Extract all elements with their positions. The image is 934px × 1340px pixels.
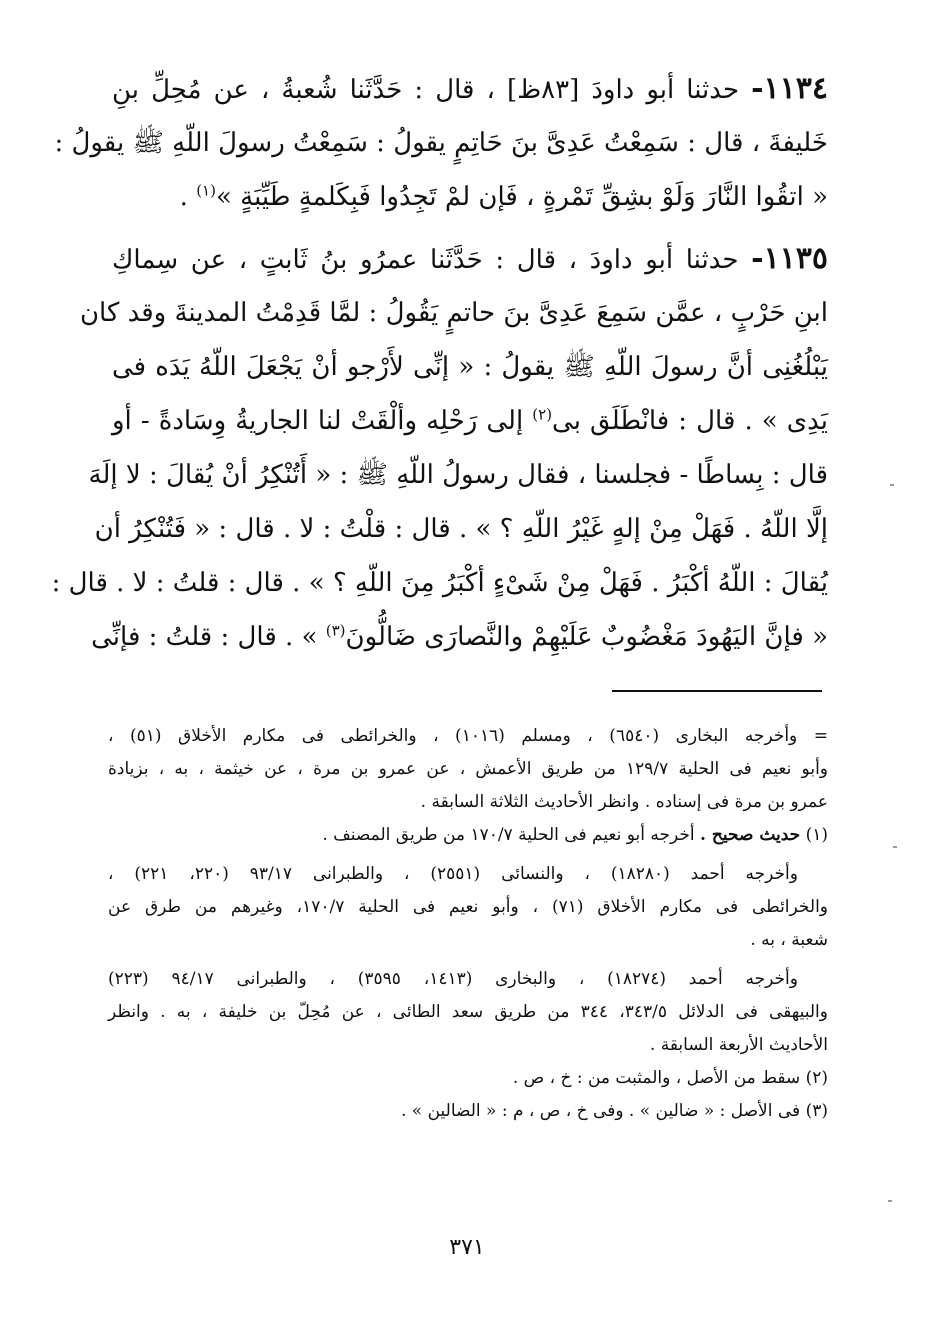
scan-speck	[888, 1200, 892, 1202]
footnote-line: عمرو بن مرة فى إسناده . وانظر الأحاديث الثلاثة السابقة .	[420, 792, 828, 812]
footnote-2: (٢) سقط من الأصل ، والمثبت من : خ ، ص .	[512, 1068, 828, 1088]
footnote-line: والبيهقى فى الدلائل ٣٤٣/٥، ٣٤٤ من طريق سعد الطائى ، عن مُحِلّ بن خليفة ، به . وانظر	[108, 1002, 828, 1022]
hadith-1135-line-1	[112, 232, 828, 286]
hadith-1135-line-8	[91, 610, 828, 664]
footnote-3: (٣) فى الأصل : « ضالين » . وفى خ ، ص ، م : « الضالين » .	[400, 1101, 828, 1121]
hadith-1134-line-1	[112, 62, 828, 116]
footnote-number: (١)	[805, 825, 828, 845]
text-line: يُقالَ : اللّهُ أكْبَرُ . فَهَلْ مِنْ شَىْءٍ أكْبَرُ مِنَ اللّهِ ؟ » . قال : قلتُ : لا . قال :	[51, 568, 828, 598]
hadith-1134-line-2	[54, 116, 828, 170]
footnote-line: الأحاديث الأربعة السابقة .	[649, 1035, 828, 1055]
text-line: « اتقُوا النَّارَ وَلَوْ بشِقِّ تَمْرةٍ ، فَإن لمْ تَجِدُوا فَبِكَلمةٍ طَيِّبَةٍ »	[215, 182, 828, 212]
footnote-line: شعبة ، به .	[750, 930, 828, 950]
text-line: ابنِ حَرْبٍ ، عمَّن سَمِعَ عَدِىَّ بنَ حاتمٍ يَقُولُ : لمَّا قَدِمْتُ المدينةَ وقد كان	[79, 298, 828, 328]
text-line: « فإنَّ اليَهُودَ مَغْضُوبٌ عَلَيْهِمْ والنَّصارَى ضَالُّونَ	[345, 622, 828, 652]
hadith-1135-line-2	[79, 286, 828, 340]
text-line: يَدِى » . قال : فانْطَلَق بى	[552, 406, 829, 436]
footnote-line: والخرائطى فى مكارم الأخلاق (٧١) ، وأبو نعيم فى الحلية ١٧٠/٧، وغيرهم من طرق عن	[108, 897, 828, 917]
footnotes	[108, 720, 828, 1128]
footnote-line: وأبو نعيم فى الحلية ١٢٩/٧ من طريق الأعمش ، عن عمرو بن مرة ، عن خيثمة ، به ، بزيادة	[108, 759, 829, 779]
hadith-1134-line-3	[112, 170, 828, 224]
footnote-ref: (٢)	[532, 405, 553, 424]
text-line: إلى رَحْلِه وألْقَتْ لنا الجاريةُ وِسَادةً - أو	[112, 406, 524, 436]
footnote-line: وأخرجه أحمد (١٨٢٨٠) ، والنسائى (٢٥٥١) ، والطبرانى ٩٣/١٧ (٢٢٠، ٢٢١) ،	[108, 864, 798, 884]
footnote-ref: (٣)	[325, 621, 346, 640]
footnote-1	[108, 819, 828, 852]
scan-speck	[893, 846, 897, 848]
text-line: » . قال : قلتُ : فإنِّى	[91, 622, 326, 652]
hadith-1135-line-6	[94, 502, 828, 556]
hadith-1135-line-7	[51, 556, 828, 610]
footnote-line: وأخرجه أحمد (١٨٢٧٤) ، والبخارى (١٤١٣، ٣٥٩٥) ، والطبرانى ٩٤/١٧ (٢٢٣)	[108, 969, 798, 989]
grading: حديث صحيح .	[700, 825, 801, 845]
hadith-1135-line-4	[112, 394, 828, 448]
text-line: يَبْلُغُنِى أنَّ رسولَ اللّهِ ﷺ يقولُ : « إنِّى لأَرْجو أنْ يَجْعَلَ اللّهُ يَدَه فى	[112, 352, 828, 382]
hadith-1135-line-5	[88, 448, 828, 502]
hadith-number: ١١٣٥-	[751, 241, 829, 276]
page-number: ٣٧١	[449, 1235, 485, 1260]
text-line: .	[179, 182, 197, 212]
footnote-line: = وأخرجه البخارى (٦٥٤٠) ، ومسلم (١٠١٦) ، والخرائطى فى مكارم الأخلاق (٥١) ،	[108, 726, 829, 746]
hadith-number: ١١٣٤-	[751, 71, 828, 106]
footnote-text: أخرجه أبو نعيم فى الحلية ١٧٠/٧ من طريق المصنف .	[322, 825, 695, 845]
footnote-separator	[612, 690, 822, 692]
text-line: حدثنا أبو داودَ [٨٣ظ] ، قال : حَدَّثَنا شُعبةُ ، عن مُحِلِّ بنِ	[112, 75, 740, 105]
text-line: قال : بِساطًا - فجلسنا ، فقال رسولُ اللّهِ ﷺ : « أَتُنْكِرُ أنْ يُقالَ : لا إلَهَ	[88, 460, 828, 490]
text-line: خَليفةَ ، قال : سَمِعْتُ عَدِىَّ بنَ حَاتِمٍ يقولُ : سَمِعْتُ رسولَ اللّهِ ﷺ يقولُ :	[54, 128, 828, 158]
hadith-1135-line-3	[112, 340, 828, 394]
main-text	[51, 62, 829, 664]
footnote-ref: (١)	[196, 181, 216, 200]
text-line: إلَّا اللّهُ . فَهَلْ مِنْ إلهٍ غَيْرُ اللّهِ ؟ » . قال : قلْتُ : لا . قال : « فَتُنْكِرُ أن	[94, 514, 828, 544]
scan-speck	[890, 484, 894, 486]
text-line: حدثنا أبو داودَ ، قال : حَدَّثَنا عمرُو بنُ ثَابتٍ ، عن سِماكِ	[112, 245, 739, 275]
